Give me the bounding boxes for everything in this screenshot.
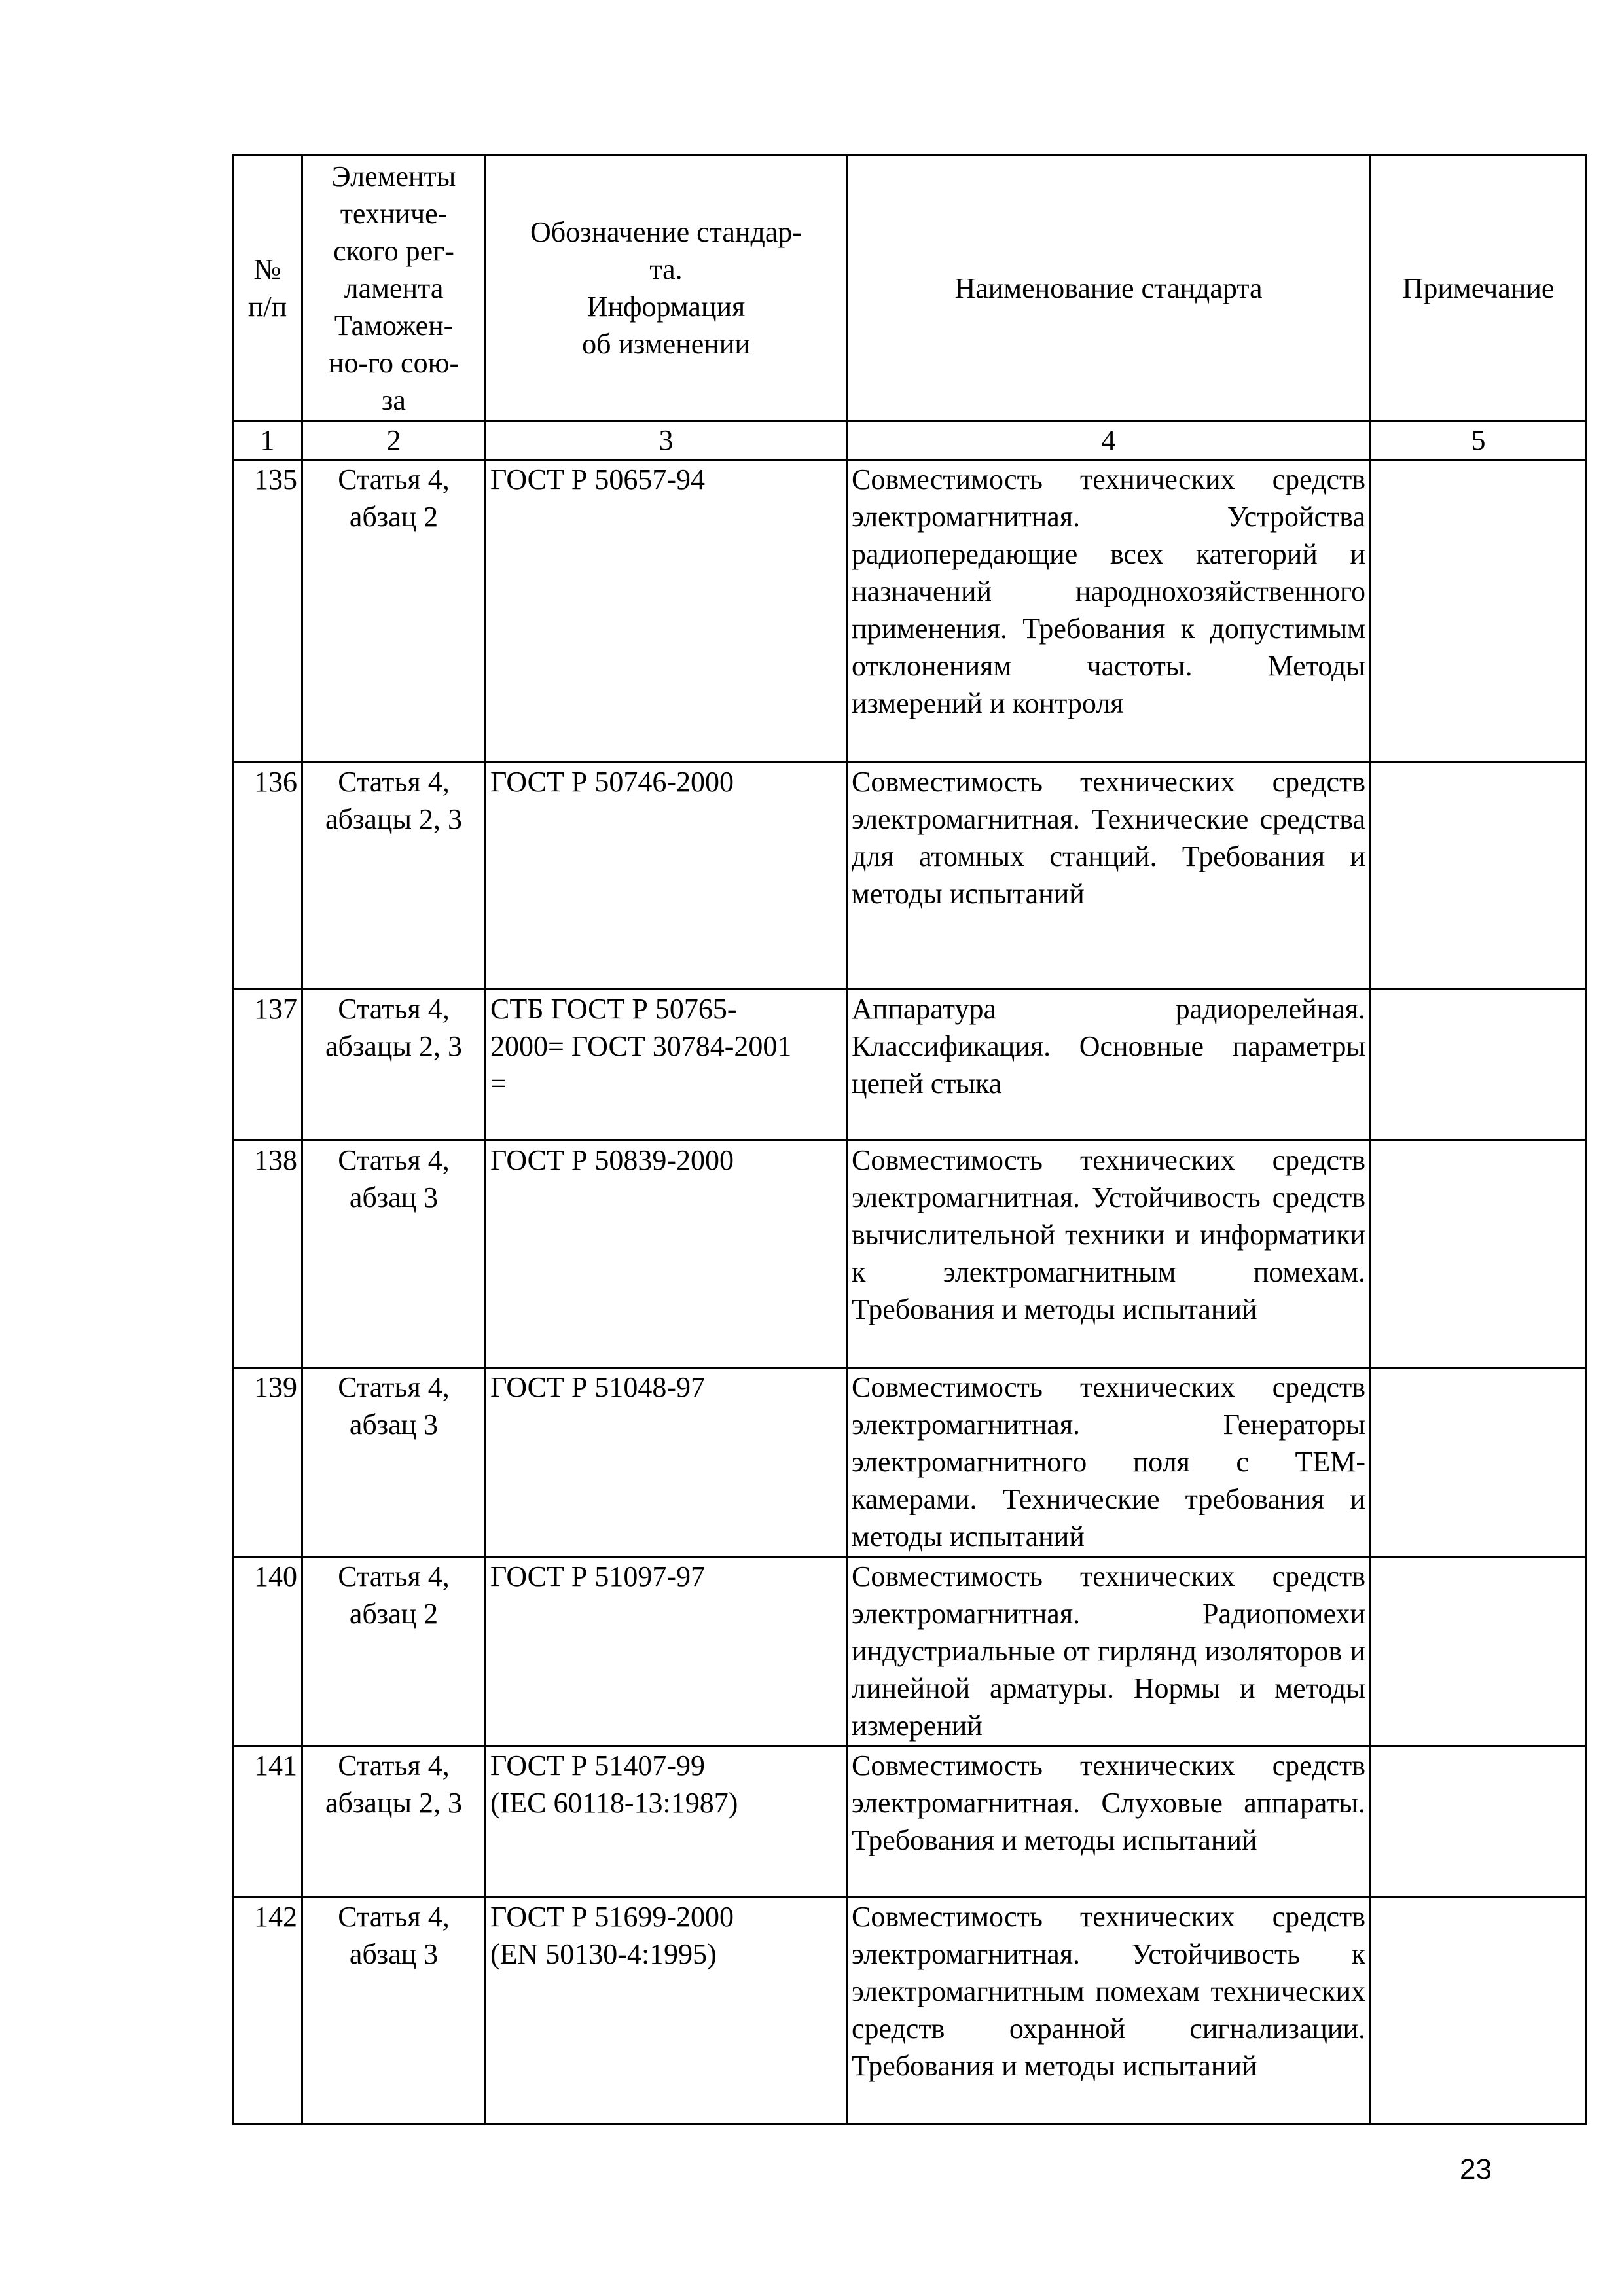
column-number: 5 <box>1371 421 1587 460</box>
text-line: об изменении <box>582 328 750 360</box>
text-line: п/п <box>247 291 287 323</box>
text-line: ГОСТ Р 51407-99 <box>490 1749 706 1782</box>
text-line: Статья 4, <box>338 1144 450 1176</box>
row-standard-name: Аппаратура радиорелейная. Классификация. Основные параметры цепей стыка <box>847 990 1371 1141</box>
row-standard-designation <box>486 1746 847 1897</box>
header-elements <box>302 156 486 421</box>
text-line: абзац 3 <box>349 1181 439 1213</box>
text-line: абзац 2 <box>349 501 439 533</box>
text-line: (EN 50130-4:1995) <box>490 1938 717 1970</box>
text-line: = <box>490 1067 507 1100</box>
table-row <box>233 460 1587 762</box>
row-number: 139 <box>233 1368 302 1557</box>
header-name-text <box>852 270 1365 307</box>
text-line: Таможен- <box>334 309 454 342</box>
standards-table <box>232 154 1587 2125</box>
text-line: (IEC 60118-13:1987) <box>490 1787 738 1819</box>
row-number: 136 <box>233 762 302 990</box>
text-line: ламента <box>344 272 444 304</box>
row-standard-designation <box>486 1368 847 1557</box>
row-number: 142 <box>233 1897 302 2125</box>
header-elements-text <box>307 158 480 419</box>
header-row <box>233 156 1587 421</box>
text-line: абзац 2 <box>349 1598 439 1630</box>
row-elements <box>302 1897 486 2125</box>
header-designation-text <box>490 213 842 363</box>
text-line: ГОСТ Р 50657-94 <box>490 463 706 495</box>
row-elements <box>302 1746 486 1897</box>
row-standard-name: Совместимость технических средств электромагнитная. Генераторы электромагнитного поля с ТЕМ-камерами. Технические требования и методы испытаний <box>847 1368 1371 1557</box>
text-line: ГОСТ Р 50839-2000 <box>490 1144 734 1176</box>
text-line: абзацы 2, 3 <box>325 803 462 835</box>
row-standard-name: Совместимость технических средств электромагнитная. Радиопомехи индустриальные от гирлянд изоляторов и линейной арматуры. Нормы и методы измерений <box>847 1557 1371 1746</box>
row-note <box>1371 460 1587 762</box>
row-number: 135 <box>233 460 302 762</box>
row-note <box>1371 762 1587 990</box>
row-standard-designation <box>486 762 847 990</box>
page-number: 23 <box>1460 2153 1492 2185</box>
header-note-text <box>1375 270 1581 307</box>
table-row <box>233 1368 1587 1557</box>
text-line: Обозначение стандар- <box>530 216 803 248</box>
text-line: ГОСТ Р 51097-97 <box>490 1560 706 1592</box>
row-elements <box>302 460 486 762</box>
table-row <box>233 762 1587 990</box>
text-line: Информация <box>586 291 746 323</box>
row-note <box>1371 990 1587 1141</box>
text-line: Примечание <box>1402 272 1555 304</box>
table-row <box>233 1141 1587 1368</box>
row-standard-name: Совместимость технических средств электромагнитная. Слуховые аппараты. Требования и методы испытаний <box>847 1746 1371 1897</box>
header-note <box>1371 156 1587 421</box>
text-line: Статья 4, <box>338 1560 450 1592</box>
row-standard-designation <box>486 990 847 1141</box>
row-standard-name: Совместимость технических средств электромагнитная. Технические средства для атомных станций. Требования и методы испытаний <box>847 762 1371 990</box>
header-num <box>233 156 302 421</box>
table-body <box>233 421 1587 2125</box>
header-designation <box>486 156 847 421</box>
row-elements <box>302 762 486 990</box>
text-line: техниче- <box>340 197 448 230</box>
row-note <box>1371 1897 1587 2125</box>
row-elements <box>302 1368 486 1557</box>
row-elements <box>302 990 486 1141</box>
text-line: Наименование стандарта <box>954 272 1263 304</box>
text-line: Статья 4, <box>338 1901 450 1933</box>
row-standard-designation <box>486 1897 847 2125</box>
text-line: ГОСТ Р 51699-2000 <box>490 1901 734 1933</box>
row-elements <box>302 1557 486 1746</box>
row-standard-name: Совместимость технических средств электромагнитная. Устройства радиопередающие всех категорий и назначений народнохозяйственного применения. Требования к допустимым отклонениям частоты. Методы измерений и контроля <box>847 460 1371 762</box>
text-line: 2000= ГОСТ 30784-2001 <box>490 1030 792 1062</box>
column-number: 4 <box>847 421 1371 460</box>
text-line: Статья 4, <box>338 766 450 798</box>
column-number-row <box>233 421 1587 460</box>
text-line: абзацы 2, 3 <box>325 1030 462 1062</box>
row-number: 141 <box>233 1746 302 1897</box>
row-standard-designation <box>486 1141 847 1368</box>
table-row <box>233 1746 1587 1897</box>
text-line: но-го сою- <box>328 346 460 379</box>
text-line: абзац 3 <box>349 1938 439 1970</box>
text-line: СТБ ГОСТ Р 50765- <box>490 993 737 1025</box>
header-num-text <box>238 251 297 325</box>
row-elements <box>302 1141 486 1368</box>
text-line: № <box>253 253 281 285</box>
text-line: Статья 4, <box>338 1749 450 1782</box>
row-standard-designation <box>486 1557 847 1746</box>
text-line: та. <box>649 253 683 285</box>
row-standard-name: Совместимость технических средств электромагнитная. Устойчивость к электромагнитным помехам технических средств охранной сигнализации. Требования и методы испытаний <box>847 1897 1371 2125</box>
column-number: 2 <box>302 421 486 460</box>
row-standard-designation <box>486 460 847 762</box>
header-name <box>847 156 1371 421</box>
row-standard-name: Совместимость технических средств электромагнитная. Устойчивость средств вычислительной техники и информатики к электромагнитным помехам. Требования и методы испытаний <box>847 1141 1371 1368</box>
text-line: Статья 4, <box>338 1371 450 1403</box>
text-line: ГОСТ Р 50746-2000 <box>490 766 734 798</box>
row-note <box>1371 1141 1587 1368</box>
column-number: 3 <box>486 421 847 460</box>
table-row <box>233 1557 1587 1746</box>
text-line: Элементы <box>331 160 456 192</box>
row-number: 140 <box>233 1557 302 1746</box>
text-line: Статья 4, <box>338 463 450 495</box>
text-line: ского рег- <box>333 234 454 267</box>
text-line: за <box>382 384 406 416</box>
column-number: 1 <box>233 421 302 460</box>
table-row <box>233 1897 1587 2125</box>
text-line: Статья 4, <box>338 993 450 1025</box>
row-note <box>1371 1557 1587 1746</box>
row-number: 138 <box>233 1141 302 1368</box>
text-line: ГОСТ Р 51048-97 <box>490 1371 706 1403</box>
text-line: абзац 3 <box>349 1408 439 1441</box>
row-note <box>1371 1746 1587 1897</box>
row-number: 137 <box>233 990 302 1141</box>
text-line: абзацы 2, 3 <box>325 1787 462 1819</box>
table-row <box>233 990 1587 1141</box>
row-note <box>1371 1368 1587 1557</box>
